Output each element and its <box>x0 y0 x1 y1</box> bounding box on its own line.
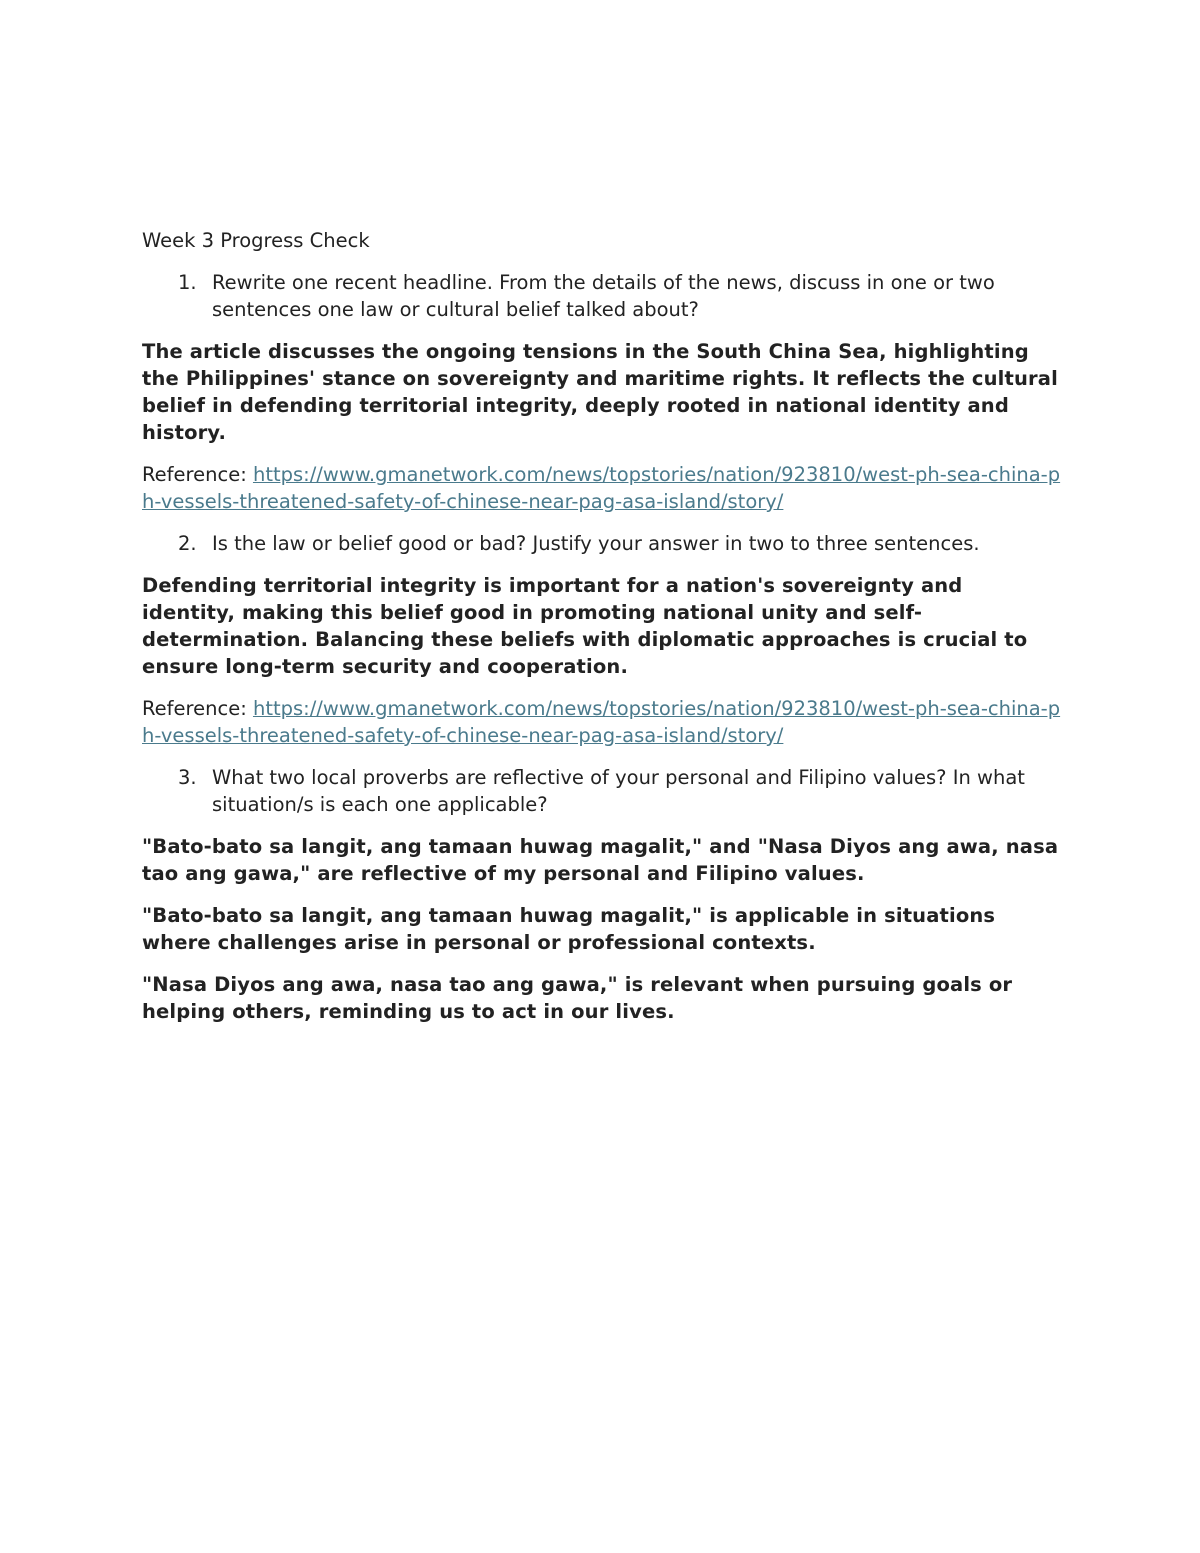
reference-link[interactable]: https://www.gmanetwork.com/news/topstories/nation/923810/west-ph-sea-china-ph-vessels-threatened-safety-of-chinese-near-pag-asa-island/story/ <box>142 697 1061 747</box>
question-number: 3. <box>178 766 197 789</box>
question-text: What two local proverbs are reflective of your personal and Filipino values? In what situation/s is each one applicable? <box>212 766 1025 816</box>
answer-paragraph: "Nasa Diyos ang awa, nasa tao ang gawa," is relevant when pursuing goals or helping others, reminding us to act in our lives. <box>142 973 1013 1023</box>
document-page <box>142 227 1062 1040</box>
question-text: Is the law or belief good or bad? Justify your answer in two to three sentences. <box>212 532 980 555</box>
question-3 <box>142 764 1062 818</box>
reference <box>142 695 1062 749</box>
question-1 <box>142 269 1062 323</box>
question-number: 1. <box>178 271 197 294</box>
document-title: Week 3 Progress Check <box>142 229 370 252</box>
question-2 <box>142 530 1062 557</box>
reference-link[interactable]: https://www.gmanetwork.com/news/topstories/nation/923810/west-ph-sea-china-ph-vessels-threatened-safety-of-chinese-near-pag-asa-island/story/ <box>142 463 1061 513</box>
reference <box>142 461 1062 515</box>
reference-label: Reference: <box>142 697 253 720</box>
answer-paragraph: Defending territorial integrity is important for a nation's sovereignty and identity, making this belief good in promoting national unity and self-determination. Balancing these beliefs with diplomatic approaches is crucial to ensure long-term security and cooperation. <box>142 574 1028 678</box>
question-number: 2. <box>178 532 197 555</box>
answer-paragraph: The article discusses the ongoing tensions in the South China Sea, highlighting the Philippines' stance on sovereignty and maritime rights. It reflects the cultural belief in defending territorial integrity, deeply rooted in national identity and history. <box>142 340 1058 444</box>
answer-paragraph: "Bato-bato sa langit, ang tamaan huwag magalit," is applicable in situations where challenges arise in personal or professional contexts. <box>142 904 996 954</box>
question-text: Rewrite one recent headline. From the details of the news, discuss in one or two sentences one law or cultural belief talked about? <box>212 271 995 321</box>
reference-label: Reference: <box>142 463 253 486</box>
answer-paragraph: "Bato-bato sa langit, ang tamaan huwag magalit," and "Nasa Diyos ang awa, nasa tao ang gawa," are reflective of my personal and Filipino values. <box>142 835 1059 885</box>
